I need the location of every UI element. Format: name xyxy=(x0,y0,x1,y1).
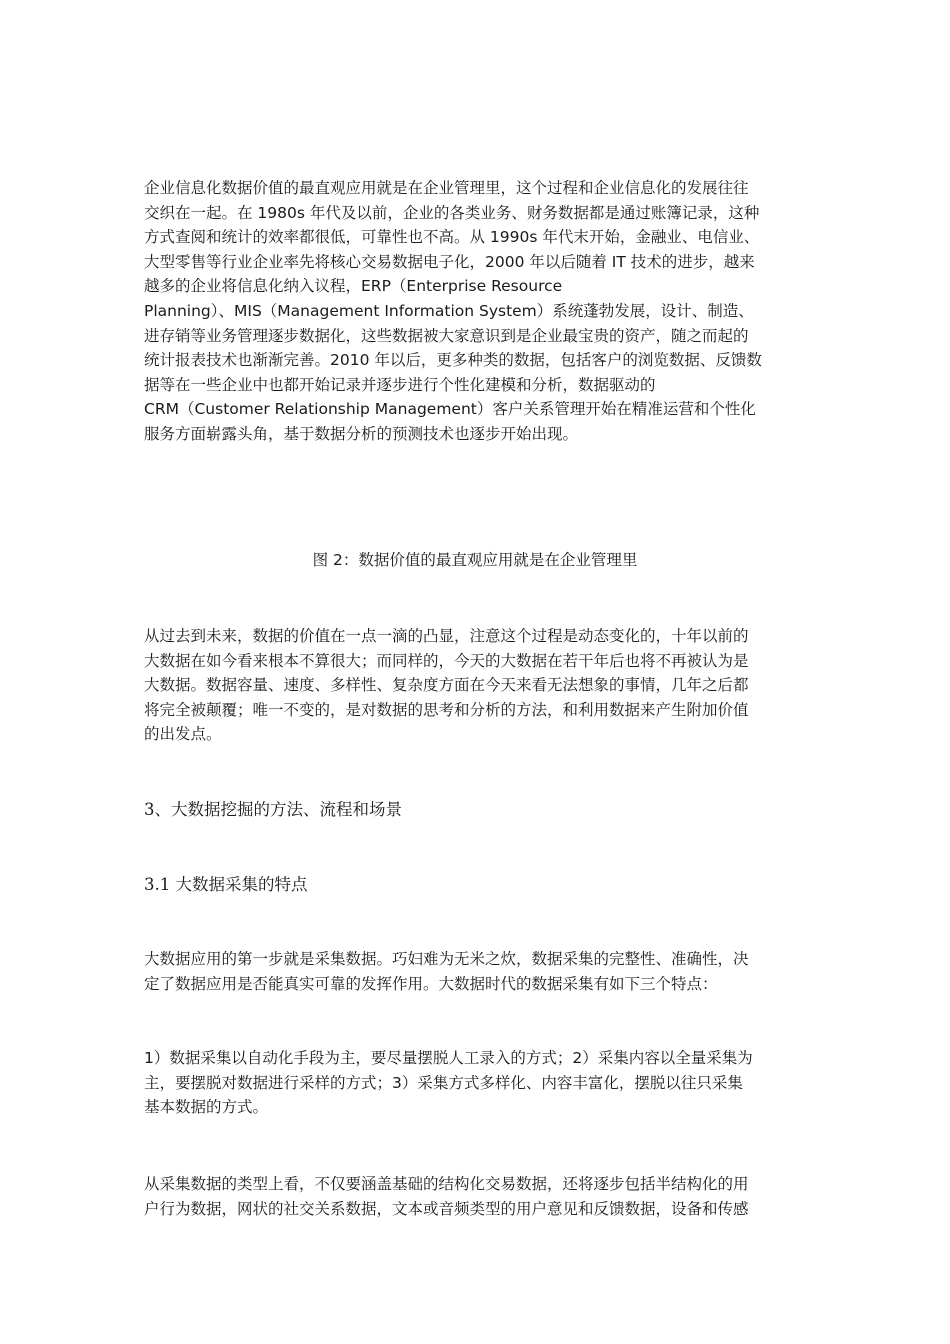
text-line: 服务方面崭露头角，基于数据分析的预测技术也逐步开始出现。 xyxy=(144,424,579,443)
text-line: 1）数据采集以自动化手段为主，要尽量摆脱人工录入的方式；2）采集内容以全量采集为 xyxy=(144,1049,753,1067)
text-line: 企业信息化数据价值的最直观应用就是在企业管理里，这个过程和企业信息化的发展往往 xyxy=(144,179,749,197)
paragraph-enterprise-informatization xyxy=(144,176,808,447)
paragraph-data-collection-intro xyxy=(144,947,808,996)
text-line: 将完全被颠覆；唯一不变的，是对数据的思考和分析的方法，和利用数据来产生附加价值 xyxy=(144,700,749,719)
text-line: 大数据在如今看来根本不算很大；而同样的，今天的大数据在若干年后也将不再被认为是 xyxy=(144,651,749,670)
paragraph-data-value-evolution xyxy=(144,624,808,747)
text-line: 越多的企业将信息化纳入议程，ERP（Enterprise Resource xyxy=(144,277,563,296)
text-line: 大型零售等行业企业率先将核心交易数据电子化，2000 年以后随着 IT 技术的进步，越来 xyxy=(144,252,755,271)
text-line: 统计报表技术也渐渐完善。2010 年以后，更多种类的数据，包括客户的浏览数据、反馈数 xyxy=(144,351,762,370)
section-heading-3: 3、大数据挖掘的方法、流程和场景 xyxy=(144,800,402,819)
text-line: 进存销等业务管理逐步数据化，这些数据被大家意识到是企业最宝贵的资产，随之而起的 xyxy=(144,326,749,345)
text-line: 的出发点。 xyxy=(144,725,222,744)
paragraph-collection-features xyxy=(144,1046,808,1120)
text-line: 交织在一起。在 1980s 年代及以前，企业的各类业务、财务数据都是通过账簿记录，这种 xyxy=(144,203,760,222)
text-line: 基本数据的方式。 xyxy=(144,1098,269,1117)
section-heading-3-1: 3.1 大数据采集的特点 xyxy=(144,875,308,894)
text-line: 据等在一些企业中也都开始记录并逐步进行个性化建模和分析，数据驱动的 xyxy=(144,375,656,394)
text-line: 大数据。数据容量、速度、多样性、复杂度方面在今天来看无法想象的事情，几年之后都 xyxy=(144,676,749,695)
figure-caption: 图 2：数据价值的最直观应用就是在企业管理里 xyxy=(312,551,638,569)
text-line: 从过去到未来，数据的价值在一点一滴的凸显，注意这个过程是动态变化的，十年以前的 xyxy=(144,627,749,645)
text-line: 方式查阅和统计的效率都很低，可靠性也不高。从 1990s 年代末开始，金融业、电信业、 xyxy=(144,228,760,247)
text-line: CRM（Customer Relationship Management）客户关系管理开始在精准运营和个性化 xyxy=(144,400,756,419)
text-line: 户行为数据，网状的社交关系数据，文本或音频类型的用户意见和反馈数据，设备和传感 xyxy=(144,1199,749,1218)
text-line: 大数据应用的第一步就是采集数据。巧妇难为无米之炊，数据采集的完整性、准确性，决 xyxy=(144,950,749,968)
paragraph-collection-data-types xyxy=(144,1172,808,1221)
text-line: 从采集数据的类型上看，不仅要涵盖基础的结构化交易数据，还将逐步包括半结构化的用 xyxy=(144,1175,749,1193)
text-line: Planning）、MIS（Management Information System）系统蓬勃发展，设计、制造、 xyxy=(144,301,754,320)
text-line: 定了数据应用是否能真实可靠的发挥作用。大数据时代的数据采集有如下三个特点： xyxy=(144,974,718,993)
text-line: 主，要摆脱对数据进行采样的方式；3）采集方式多样化、内容丰富化，摆脱以往只采集 xyxy=(144,1073,743,1092)
